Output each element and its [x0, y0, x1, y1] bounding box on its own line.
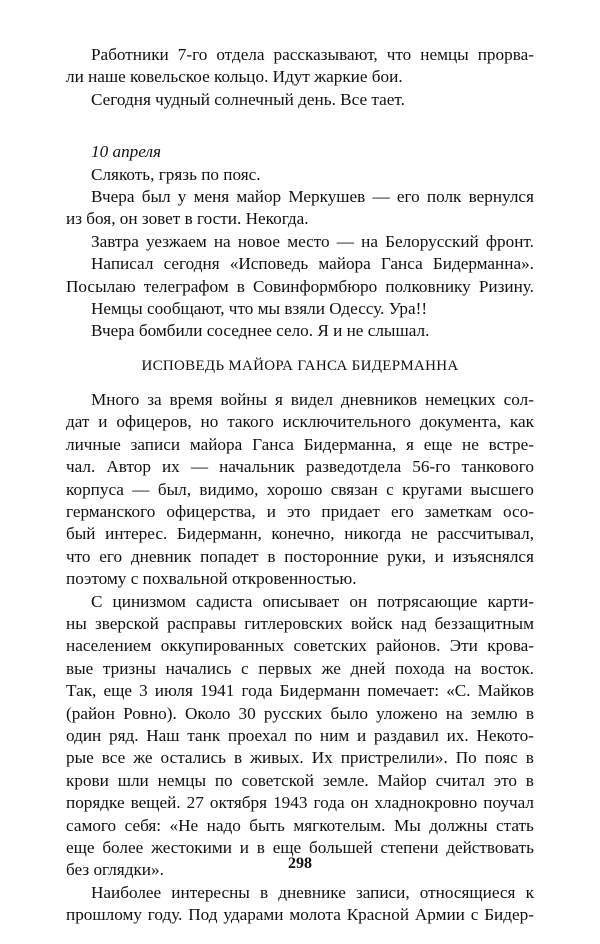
text-line: ны зверской расправы гитлеровских войск над беззащитным [66, 613, 534, 633]
text-line: Написал сегодня «Исповедь майора Ганса Бидерманна». [91, 254, 534, 274]
text-line: из боя, он зовет в гости. Некогда. [66, 209, 309, 229]
text-line: рые все же остались в живых. Их пристрелили». По пояс в [66, 748, 534, 768]
text-line: вые тризны начались с первых же дней похода на восток. [66, 658, 534, 678]
section-heading: ИСПОВЕДЬ МАЙОРА ГАНСА БИДЕРМАННА [141, 357, 459, 374]
text-line: С цинизмом садиста описывает он потрясающие карти- [91, 591, 534, 611]
text-line: населением оккупированных советских районов. Эти крова- [66, 636, 534, 656]
text-line: Завтра уезжаем на новое место — на Белорусский фронт. [91, 231, 534, 251]
text-line: поэтому с похвальной откровенностью. [66, 569, 357, 589]
text-line: крови шли немцы по советской земле. Майор считал это в [66, 770, 534, 790]
text-line: личные записи майора Ганса Бидерманна, я еще не встре- [66, 434, 534, 454]
spacer [66, 111, 534, 141]
text-line: без оглядки». [66, 860, 164, 880]
paragraph-block-2 [66, 164, 534, 343]
text-line: Сегодня чудный солнечный день. Все тает. [91, 89, 405, 109]
paragraph-block-3 [66, 389, 534, 927]
text-line: германского офицерства, и это придает его заметкам осо- [66, 501, 534, 521]
text-line: чал. Автор их — начальник разведотдела 56-го танкового [66, 457, 534, 477]
text-line: ли наше ковельское кольцо. Идут жаркие бои. [66, 67, 403, 87]
text-line: еще более жестокими и в еще большей степени действовать [66, 838, 534, 857]
text-line: что его дневник попадет в посторонние руки, и изъяснялся [66, 546, 534, 566]
text-line: Работники 7-го отдела рассказывают, что немцы прорва- [91, 45, 534, 64]
page-number: 298 [288, 855, 312, 872]
text-line: дат и офицеров, но такого исключительного документа, как [66, 412, 534, 432]
text-line: Посылаю телеграфом в Совинформбюро полковнику Ризину. [66, 276, 534, 296]
text-line: бый интерес. Бидерманн, конечно, никогда не рассчитывал, [66, 524, 534, 544]
text-line: один ряд. Наш танк проехал по ним и раздавил их. Некото- [66, 725, 534, 745]
text-line: прошлому году. Под ударами молота Красной Армии с Бидер- [66, 905, 534, 925]
entry-date: 10 апреля [91, 142, 161, 162]
text-line: Вчера был у меня майор Меркушев — его полк вернулся [91, 187, 534, 207]
text-line: порядке вещей. 27 октября 1943 года он хладнокровно поучал [66, 793, 534, 813]
text-line: Слякоть, грязь по пояс. [91, 164, 261, 184]
text-line: Немцы сообщают, что мы взяли Одессу. Ура!! [91, 299, 428, 319]
text-line: самого себя: «Не надо быть мягкотелым. Мы должны стать [66, 815, 534, 835]
text-line: Вчера бомбили соседнее село. Я и не слышал. [91, 321, 430, 341]
page-body [66, 44, 534, 927]
text-line: Наиболее интересны в дневнике записи, относящиеся к [91, 882, 534, 902]
text-line: Так, еще 3 июля 1941 года Бидерманн помечает: «С. Майков [66, 681, 534, 701]
text-line: (район Ровно). Около 30 русских было уложено на землю в [66, 703, 534, 723]
text-line: корпуса — был, видимо, хорошо связан с кругами высшего [66, 479, 534, 499]
text-line: Много за время войны я видел дневников немецких сол- [91, 389, 534, 409]
paragraph-block-1 [66, 44, 534, 111]
